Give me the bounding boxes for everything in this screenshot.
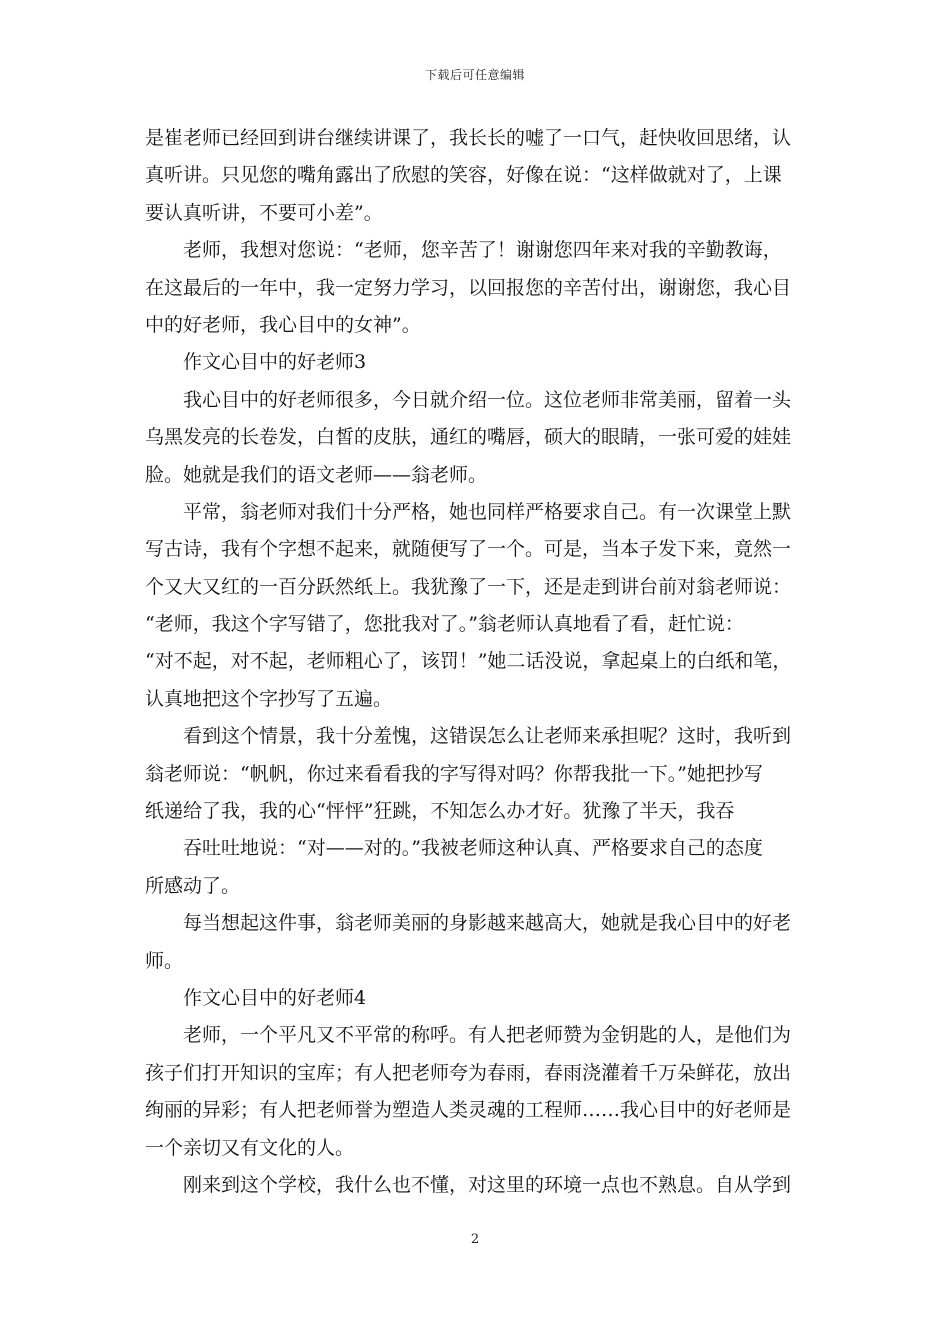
- text-line: 刚来到这个学校，我什么也不懂，对这里的环境一点也不熟息。自从学到: [183, 1173, 792, 1196]
- text-line: 个又大又红的一百分跃然纸上。我犹豫了一下，还是走到讲台前对翁老师说：: [145, 575, 792, 598]
- text-line: 作文心目中的好老师3: [183, 351, 367, 374]
- text-line: 真听讲。只见您的嘴角露出了欣慰的笑容，好像在说：“这样做就对了，上课: [145, 164, 782, 187]
- document-body: [145, 120, 810, 1204]
- text-line: 孩子们打开知识的宝库；有人把老师夸为春雨，春雨浇灌着千万朵鲜花，放出: [145, 1061, 792, 1084]
- text-line: 绚丽的异彩；有人把老师誉为塑造人类灵魂的工程师……我心目中的好老师是: [145, 1099, 792, 1122]
- text-line: 我心目中的好老师很多，今日就介绍一位。这位老师非常美丽，留着一头: [183, 388, 792, 411]
- text-line: 要认真听讲，不要可小差”。: [145, 201, 383, 224]
- text-line: 每当想起这件事，翁老师美丽的身影越来越高大，她就是我心目中的好老: [183, 912, 792, 935]
- text-line: 写古诗，我有个字想不起来，就随便写了一个。可是，当本子发下来，竟然一: [145, 538, 792, 561]
- text-line: 乌黑发亮的长卷发，白皙的皮肤，通红的嘴唇，硕大的眼睛，一张可爱的娃娃: [145, 426, 792, 449]
- text-line: 中的好老师，我心目中的女神”。: [145, 313, 421, 336]
- text-line: 老师，一个平凡又不平常的称呼。有人把老师赞为金钥匙的人，是他们为: [183, 1024, 792, 1047]
- text-line: “老师，我这个字写错了，您批我对了。”翁老师认真地看了看，赶忙说：: [145, 613, 744, 636]
- text-line: 在这最后的一年中，我一定努力学习，以回报您的辛苦付出，谢谢您，我心目: [145, 276, 792, 299]
- text-line: 是崔老师已经回到讲台继续讲课了，我长长的嘘了一口气，赶快收回思绪，认: [145, 127, 792, 149]
- page-number: 2: [470, 1232, 480, 1247]
- text-line: 平常，翁老师对我们十分严格，她也同样严格要求自己。有一次课堂上默: [183, 500, 792, 523]
- text-line: 脸。她就是我们的语文老师——翁老师。: [145, 463, 488, 486]
- text-line: 认真地把这个字抄写了五遍。: [145, 687, 393, 710]
- text-line: 老师，我想对您说：“老师，您辛苦了！谢谢您四年来对我的辛勤教诲，: [183, 239, 782, 262]
- text-line: 作文心目中的好老师4: [183, 986, 367, 1009]
- text-line: 所感动了。: [145, 874, 241, 897]
- text-line: “对不起，对不起，老师粗心了，该罚！”她二话没说，拿起桌上的白纸和笔，: [145, 650, 792, 673]
- text-line: 一个亲切又有文化的人。: [145, 1136, 355, 1159]
- text-line: 吞吐吐地说：“对——对的。”我被老师这种认真、严格要求自己的态度: [183, 837, 763, 860]
- text-line: 翁老师说：“帆帆，你过来看看我的字写得对吗？你帮我批一下。”她把抄写: [145, 762, 763, 785]
- text-line: 纸递给了我，我的心“怦怦”狂跳，不知怎么办才好。犹豫了半天，我吞: [145, 800, 735, 823]
- text-line: 看到这个情景，我十分羞愧，这错误怎么让老师来承担呢？这时，我听到: [183, 725, 792, 748]
- page-header: 下载后可任意编辑: [424, 68, 525, 82]
- text-line: 师。: [145, 949, 184, 972]
